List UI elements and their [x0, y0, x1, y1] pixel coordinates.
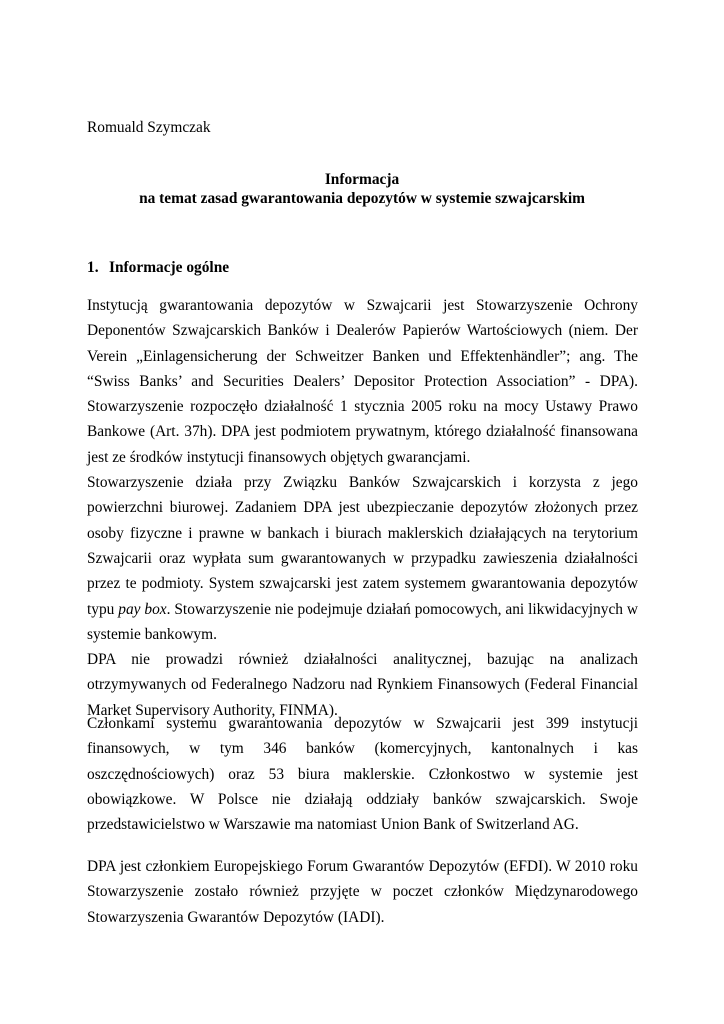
paragraph-4: Członkami systemu gwarantowania depozytów w Szwajcarii jest 399 instytucji finansowych, w tym 346 banków (komercyjnych, kantonalnych i kas oszczędnościowych) oraz 53 biura maklerskie. Członkostwo w systemie jest obowiązkowe. W Polsce nie działają oddziały banków szwajcarskich. Swoje przedstawicielstwo w Warszawie ma natomiast Union Bank of Switzerland AG. [87, 715, 638, 834]
paragraph-block-1 [87, 293, 638, 723]
section-title: Informacje ogólne [109, 259, 230, 276]
paragraph-3: DPA nie prowadzi również działalności analitycznej, bazując na analizach otrzymywanych od Federalnego Nadzoru nad Rynkiem Finansowych (Federal Financial Market Supervisory Authority, FINMA). [87, 651, 638, 719]
paragraph-block-2 [87, 711, 638, 837]
document-title: Informacja [324, 171, 400, 188]
paragraph-2-text-b: . Stowarzyszenie nie podejmuje działań pomocowych, ani likwidacyjnych w systemie bankowym. [87, 600, 638, 643]
document-subtitle: na temat zasad gwarantowania depozytów w systemie szwajcarskim [139, 190, 585, 207]
paragraph-2-italic: pay box [118, 600, 167, 618]
author-name: Romuald Szymczak [87, 119, 211, 136]
section-number: 1. [87, 259, 99, 276]
paragraph-2-text-a: Stowarzyszenie działa przy Związku Banków Szwajcarskich i korzysta z jego powierzchni biurowej. Zadaniem DPA jest ubezpieczanie depozytów złożonych przez osoby fizyczne i prawne w bankach i biurach maklerskich działających na terytorium Szwajcarii oraz wypłata sum gwarantowanych w przypadku zawieszenia działalności przez te podmioty. System szwajcarski jest zatem systemem gwarantowania depozytów typu [87, 474, 638, 618]
paragraph-block-3 [87, 854, 638, 930]
paragraph-2 [87, 470, 638, 647]
paragraph-1: Instytucją gwarantowania depozytów w Szwajcarii jest Stowarzyszenie Ochrony Deponentów Szwajcarskich Banków i Dealerów Papierów Wartościowych (niem. Der Verein „Einlagensicherung der Schweitzer Banken und Effektenhändler”; ang. The “Swiss Banks’ and Securities Dealers’ Depositor Protection Association” - DPA). Stowarzyszenie rozpoczęło działalność 1 stycznia 2005 roku na mocy Ustawy Prawo Bankowe (Art. 37h). DPA jest podmiotem prywatnym, którego działalność finansowana jest ze środków instytucji finansowych objętych gwarancjami. [87, 297, 638, 466]
paragraph-5: DPA jest członkiem Europejskiego Forum Gwarantów Depozytów (EFDI). W 2010 roku Stowarzyszenie zostało również przyjęte w poczet członków Międzynarodowego Stowarzyszenia Gwarantów Depozytów (IADI). [87, 858, 638, 926]
section-heading [87, 256, 229, 280]
